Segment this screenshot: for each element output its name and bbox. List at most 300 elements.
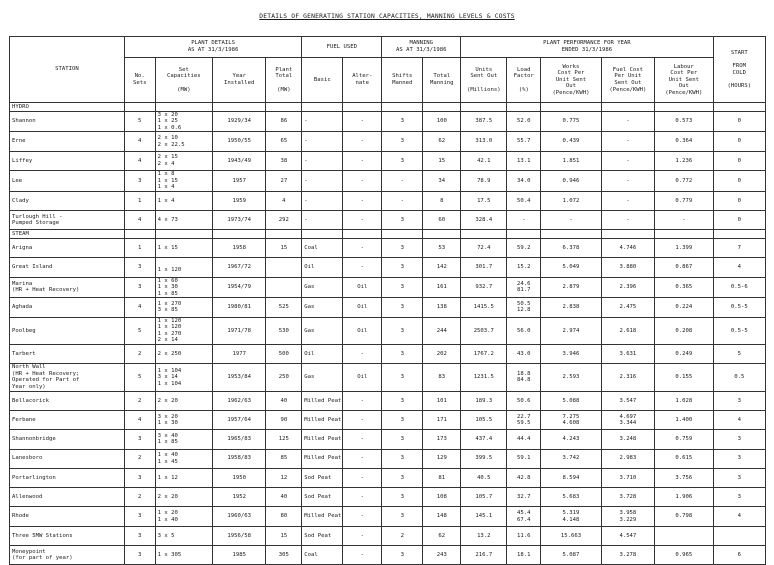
cell-plant-total: 86	[266, 111, 302, 132]
cell-fuel-cost-lines	[604, 198, 652, 205]
section-spacer	[302, 230, 343, 239]
text-line: 50.6	[517, 397, 531, 404]
cell-station-lines	[12, 436, 122, 443]
cell-load-factor	[507, 507, 541, 526]
text-line: Year	[232, 73, 246, 80]
col-load-factor	[509, 67, 538, 93]
cell-units-sent-out: 216.7	[461, 546, 507, 565]
text-line: Factor	[513, 73, 534, 80]
text-line: Rhode	[12, 513, 29, 520]
col-alternate	[345, 73, 379, 86]
section-spacer	[266, 230, 302, 239]
text-line: 2 x 14	[157, 337, 178, 344]
cell-set-capacities-lines	[158, 494, 210, 501]
cell-load-factor	[507, 430, 541, 449]
text-line: Tarbert	[12, 350, 36, 357]
cell-fuel-cost-lines	[604, 328, 652, 335]
cell-load-factor	[507, 410, 541, 429]
cell-fuel-cost-lines	[604, 284, 652, 291]
section-spacer	[461, 230, 507, 239]
text-line: Cost Per	[670, 70, 698, 77]
cell-load-factor	[507, 191, 541, 210]
cell-no-sets: 4	[124, 410, 155, 429]
cell-fuel-cost	[601, 132, 654, 151]
text-line	[158, 80, 210, 87]
cell-units-sent-out: 1415.5	[461, 298, 507, 317]
text-line: FROM	[732, 62, 747, 69]
cell-basic-fuel: -	[302, 170, 343, 191]
cell-fuel-cost-lines	[604, 351, 652, 358]
text-line: 32.7	[517, 493, 531, 500]
cell-shifts-manned: 3	[382, 111, 423, 132]
col-year-installed	[215, 73, 263, 86]
cell-set-capacities-lines	[158, 533, 210, 540]
cell-works-cost-lines	[543, 436, 599, 443]
cell-year-installed: 1952	[213, 488, 266, 507]
cell-works-cost-lines	[543, 455, 599, 462]
text-line: -	[522, 216, 526, 223]
cell-units-sent-out: 78.9	[461, 170, 507, 191]
cell-labour-cost: 0.224	[655, 298, 714, 317]
text-line: 3.631	[619, 350, 637, 357]
cell-station	[10, 410, 125, 429]
cell-set-capacities	[155, 170, 212, 191]
text-line	[463, 80, 504, 87]
cell-units-sent-out: 387.5	[461, 111, 507, 132]
cell-load-factor	[507, 468, 541, 487]
cell-plant-total: 305	[266, 546, 302, 565]
text-line: 1 x 270	[157, 300, 182, 307]
text-line: (HR + Heat Recovery)	[12, 287, 80, 294]
text-line: 1 x 0.6	[157, 124, 182, 131]
cell-total-manning: 148	[423, 507, 461, 526]
cell-shifts-manned: 3	[382, 364, 423, 391]
cell-no-sets: 2	[124, 344, 155, 363]
text-line: 50.4	[517, 197, 531, 204]
cell-set-capacities	[155, 546, 212, 565]
cell-labour-cost: 0.759	[655, 430, 714, 449]
text-line: 2.838	[562, 304, 580, 311]
col-set-capacities	[158, 67, 210, 93]
cell-set-capacities-lines	[158, 261, 210, 274]
cell-plant-total: 530	[266, 317, 302, 344]
section-spacer	[155, 103, 212, 112]
cell-works-cost-lines	[543, 414, 599, 427]
cell-load-factor	[507, 344, 541, 363]
cell-fuel-cost-lines	[604, 374, 652, 381]
table-row	[10, 170, 766, 191]
text-line: 2 x 15	[157, 154, 178, 161]
cell-shifts-manned: -	[382, 170, 423, 191]
text-line: 1.851	[562, 157, 580, 164]
cell-load-factor	[507, 391, 541, 410]
cell-fuel-cost-lines	[604, 475, 652, 482]
table-row	[10, 191, 766, 210]
cell-set-capacities-lines	[158, 368, 210, 388]
section-spacer	[713, 230, 765, 239]
cell-fuel-cost	[601, 151, 654, 170]
text-line: 1 x 15	[157, 244, 178, 251]
cell-fuel-cost	[601, 488, 654, 507]
text-line: 0.439	[562, 138, 580, 145]
text-line: 52.0	[517, 118, 531, 125]
text-line: 3 x 20	[157, 111, 178, 118]
section-spacer	[155, 230, 212, 239]
cell-alternate-fuel: -	[343, 410, 382, 429]
cell-works-cost-lines	[543, 398, 599, 405]
cell-year-installed: 1973/74	[213, 211, 266, 230]
text-line: 11.6	[517, 532, 531, 539]
cell-set-capacities-lines	[158, 198, 210, 205]
cell-set-capacities	[155, 151, 212, 170]
text-line: Units	[475, 66, 493, 73]
section-spacer	[507, 230, 541, 239]
cell-works-cost-lines	[543, 178, 599, 185]
header-group-plant-details	[124, 37, 301, 58]
text-line: 13.1	[517, 157, 531, 164]
cell-shifts-manned: 3	[382, 507, 423, 526]
text-line: 22.7	[517, 413, 531, 420]
text-line: Load	[517, 66, 531, 73]
cell-plant-total: 4	[266, 191, 302, 210]
cell-station-lines	[12, 304, 122, 311]
text-line: North Wall	[12, 364, 46, 371]
section-spacer	[655, 230, 714, 239]
cell-load-factor-lines	[509, 158, 538, 165]
cell-year-installed: 1958/83	[213, 449, 266, 468]
cell-shifts-manned: 3	[382, 391, 423, 410]
text-line: 2.316	[619, 374, 637, 381]
text-line: Marina	[12, 280, 33, 287]
cell-total-manning: 8	[423, 191, 461, 210]
cell-year-installed: 1956/58	[213, 526, 266, 545]
cell-alternate-fuel: -	[343, 391, 382, 410]
text-line: COLD	[732, 69, 747, 76]
text-line: 43.0	[517, 350, 531, 357]
cell-station	[10, 298, 125, 317]
header-total-manning	[423, 58, 461, 103]
table-row	[10, 277, 766, 298]
cell-start-from-cold: 0	[713, 191, 765, 210]
text-line: 5.319	[562, 509, 580, 516]
text-line: 59.2	[517, 244, 531, 251]
cell-basic-fuel: Coal	[302, 238, 343, 257]
cell-alternate-fuel: -	[343, 111, 382, 132]
cell-plant-total: 38	[266, 151, 302, 170]
text-line: Moneypoint	[12, 548, 46, 555]
text-line: (MW)	[177, 86, 191, 93]
cell-fuel-cost-lines	[604, 455, 652, 462]
cell-units-sent-out: 17.5	[461, 191, 507, 210]
header-alternate	[343, 58, 382, 103]
cell-basic-fuel: Oil	[302, 344, 343, 363]
text-line: 3.880	[619, 264, 637, 271]
header-basic: Basic	[302, 58, 343, 103]
cell-start-from-cold: 3	[713, 449, 765, 468]
cell-basic-fuel: Gas	[302, 317, 343, 344]
cell-station-lines	[12, 158, 122, 165]
cell-plant-total: 125	[266, 430, 302, 449]
text-line: 4.608	[562, 420, 580, 427]
cell-set-capacities	[155, 317, 212, 344]
cell-start-from-cold: 4	[713, 258, 765, 277]
cell-total-manning: 34	[423, 170, 461, 191]
text-line: 2.475	[619, 304, 637, 311]
section-spacer	[541, 103, 602, 112]
cell-total-manning: 81	[423, 468, 461, 487]
section-spacer	[655, 103, 714, 112]
cell-fuel-cost	[601, 507, 654, 526]
cell-basic-fuel: Sod Peat	[302, 468, 343, 487]
cell-works-cost-lines	[543, 351, 599, 358]
cell-basic-fuel: Gas	[302, 298, 343, 317]
cell-fuel-cost-lines	[604, 533, 652, 540]
section-label: STEAM	[10, 230, 125, 239]
cell-start-from-cold: 3	[713, 391, 765, 410]
cell-load-factor	[507, 111, 541, 132]
text-line: 59.5	[517, 420, 531, 427]
cell-units-sent-out: 42.1	[461, 151, 507, 170]
cell-station	[10, 507, 125, 526]
cell-units-sent-out: 189.3	[461, 391, 507, 410]
section-spacer	[423, 103, 461, 112]
cell-year-installed: 1962/63	[213, 391, 266, 410]
col-total-manning	[425, 73, 458, 86]
cell-load-factor-lines	[509, 217, 538, 224]
cell-labour-cost: 0.573	[655, 111, 714, 132]
cell-units-sent-out: 105.7	[461, 488, 507, 507]
cell-year-installed: 1954/79	[213, 277, 266, 298]
cell-fuel-cost-lines	[604, 158, 652, 165]
cell-fuel-cost	[601, 170, 654, 191]
cell-works-cost	[541, 170, 602, 191]
cell-total-manning: 15	[423, 151, 461, 170]
cell-load-factor-lines	[509, 398, 538, 405]
cell-station	[10, 111, 125, 132]
header-start-from-cold	[713, 37, 765, 103]
text-line: MANNING	[409, 40, 434, 47]
cell-year-installed: 1959	[213, 191, 266, 210]
text-line: 5.087	[562, 551, 580, 558]
cell-load-factor	[507, 317, 541, 344]
section-spacer	[382, 230, 423, 239]
cell-set-capacities	[155, 430, 212, 449]
cell-works-cost	[541, 364, 602, 391]
section-spacer	[423, 230, 461, 239]
text-line: 4 x 73	[157, 216, 178, 223]
cell-no-sets: 3	[124, 170, 155, 191]
cell-no-sets: 4	[124, 211, 155, 230]
header-labour-cost	[655, 58, 714, 103]
text-line: 2.879	[562, 284, 580, 291]
section-spacer	[601, 103, 654, 112]
cell-load-factor	[507, 132, 541, 151]
text-line: 1 x 85	[157, 439, 178, 446]
text-line: 84.8	[517, 377, 531, 384]
text-line: 3 x 20	[157, 413, 178, 420]
text-line: Plant	[275, 66, 293, 73]
text-line: Poolbeg	[12, 327, 36, 334]
cell-labour-cost: 0.249	[655, 344, 714, 363]
cell-set-capacities-lines	[158, 245, 210, 252]
text-line: 81.7	[517, 287, 531, 294]
text-line: START	[730, 49, 748, 56]
cell-load-factor-lines	[509, 371, 538, 384]
cell-no-sets: 3	[124, 430, 155, 449]
cell-load-factor	[507, 298, 541, 317]
cell-alternate-fuel: -	[343, 430, 382, 449]
cell-alternate-fuel: -	[343, 507, 382, 526]
text-line: Pumped Storage	[12, 220, 60, 227]
cell-set-capacities-lines	[158, 452, 210, 465]
cell-units-sent-out: 932.7	[461, 277, 507, 298]
cell-plant-total: 12	[266, 468, 302, 487]
text-line: Per Unit	[614, 73, 642, 80]
text-line: Arigna	[12, 244, 33, 251]
text-line: 3.946	[562, 350, 580, 357]
cell-year-installed: 1985	[213, 546, 266, 565]
section-spacer	[541, 230, 602, 239]
header-station: STATION	[10, 37, 125, 103]
cell-plant-total: 500	[266, 344, 302, 363]
cell-fuel-cost-lines	[604, 398, 652, 405]
cell-alternate-fuel: -	[343, 238, 382, 257]
cell-labour-cost: 1.399	[655, 238, 714, 257]
cell-start-from-cold: 0.5-6	[713, 277, 765, 298]
cell-load-factor	[507, 211, 541, 230]
cell-set-capacities-lines	[158, 475, 210, 482]
cell-fuel-cost-lines	[604, 264, 652, 271]
cell-set-capacities-lines	[158, 398, 210, 405]
text-line: Bellacorick	[12, 397, 50, 404]
cell-start-from-cold: 0.5	[713, 364, 765, 391]
text-line: 1 x 85	[157, 290, 178, 297]
text-line: 2.974	[562, 327, 580, 334]
cell-station-lines	[12, 118, 122, 125]
text-line: ENDED 31/3/1986	[561, 47, 613, 53]
cell-units-sent-out: 313.0	[461, 132, 507, 151]
text-line: 3.958	[619, 509, 637, 516]
cell-station-lines	[12, 475, 122, 482]
cell-load-factor-lines	[509, 198, 538, 205]
text-line: 4.547	[619, 532, 637, 539]
cell-shifts-manned: 3	[382, 546, 423, 565]
text-line: (%)	[518, 86, 529, 93]
cell-station-lines	[12, 513, 122, 520]
header-load-factor	[507, 58, 541, 103]
table-row	[10, 258, 766, 277]
cell-fuel-cost	[601, 546, 654, 565]
section-spacer	[507, 103, 541, 112]
cell-station-lines	[12, 398, 122, 405]
cell-load-factor	[507, 258, 541, 277]
text-line: 2 x 250	[157, 350, 182, 357]
cell-fuel-cost-lines	[604, 118, 652, 125]
text-line: 3 x 85	[157, 307, 178, 314]
text-line: (Pence/KWH)	[552, 89, 590, 96]
cell-works-cost-lines	[543, 158, 599, 165]
cell-units-sent-out: 301.7	[461, 258, 507, 277]
text-line: Sent Out	[614, 80, 642, 86]
table-row	[10, 410, 766, 429]
cell-works-cost	[541, 317, 602, 344]
text-line: 1.072	[562, 197, 580, 204]
text-line: Installed	[224, 80, 255, 86]
text-line: 1 x 30	[157, 284, 178, 291]
cell-fuel-cost-lines	[604, 414, 652, 427]
cell-fuel-cost-lines	[604, 494, 652, 501]
cell-total-manning: 243	[423, 546, 461, 565]
cell-load-factor-lines	[509, 178, 538, 185]
cell-station-lines	[12, 281, 122, 294]
text-line: 1 x 45	[157, 458, 178, 465]
cell-works-cost-lines	[543, 552, 599, 559]
cell-fuel-cost	[601, 449, 654, 468]
text-line: 3.278	[619, 551, 637, 558]
cell-start-from-cold: 0	[713, 132, 765, 151]
table-row	[10, 298, 766, 317]
text-line: Shifts	[392, 73, 413, 80]
cell-shifts-manned: 2	[382, 526, 423, 545]
cell-station	[10, 211, 125, 230]
cell-set-capacities-lines	[158, 171, 210, 191]
text-line	[268, 80, 299, 87]
cell-labour-cost: 0.155	[655, 364, 714, 391]
cell-set-capacities-lines	[158, 414, 210, 427]
cell-set-capacities	[155, 488, 212, 507]
cell-labour-cost: 0.779	[655, 191, 714, 210]
cell-units-sent-out: 1231.5	[461, 364, 507, 391]
cell-units-sent-out: 72.4	[461, 238, 507, 257]
cell-total-manning: 138	[423, 298, 461, 317]
text-line: 1 x 40	[157, 452, 178, 459]
cell-works-cost-lines	[543, 245, 599, 252]
text-line: nate	[355, 80, 370, 86]
table-row	[10, 238, 766, 257]
generating-stations-table	[9, 36, 766, 565]
text-line: 3.742	[562, 455, 580, 462]
text-line: -	[626, 197, 630, 204]
text-line	[158, 261, 210, 268]
cell-year-installed: 1967/72	[213, 258, 266, 277]
table-row	[10, 507, 766, 526]
cell-fuel-cost	[601, 391, 654, 410]
cell-works-cost	[541, 258, 602, 277]
cell-works-cost	[541, 277, 602, 298]
table-row	[10, 111, 766, 132]
cell-year-installed: 1950/55	[213, 132, 266, 151]
header-fuel-cost	[601, 58, 654, 103]
header-group-performance	[461, 37, 713, 58]
text-line: -	[569, 216, 573, 223]
cell-basic-fuel: -	[302, 191, 343, 210]
text-line: 4.148	[562, 516, 580, 523]
header-group-manning	[382, 37, 461, 58]
cell-alternate-fuel: -	[343, 344, 382, 363]
cell-station	[10, 170, 125, 191]
group-performance	[463, 40, 710, 53]
cell-no-sets: 3	[124, 277, 155, 298]
cell-total-manning: 244	[423, 317, 461, 344]
cell-alternate-fuel: -	[343, 526, 382, 545]
cell-set-capacities	[155, 410, 212, 429]
cell-works-cost	[541, 151, 602, 170]
cell-alternate-fuel: -	[343, 211, 382, 230]
text-line: Clady	[12, 197, 29, 204]
col-no-sets	[127, 73, 153, 86]
cell-labour-cost: 3.756	[655, 468, 714, 487]
text-line: Lee	[12, 177, 23, 184]
